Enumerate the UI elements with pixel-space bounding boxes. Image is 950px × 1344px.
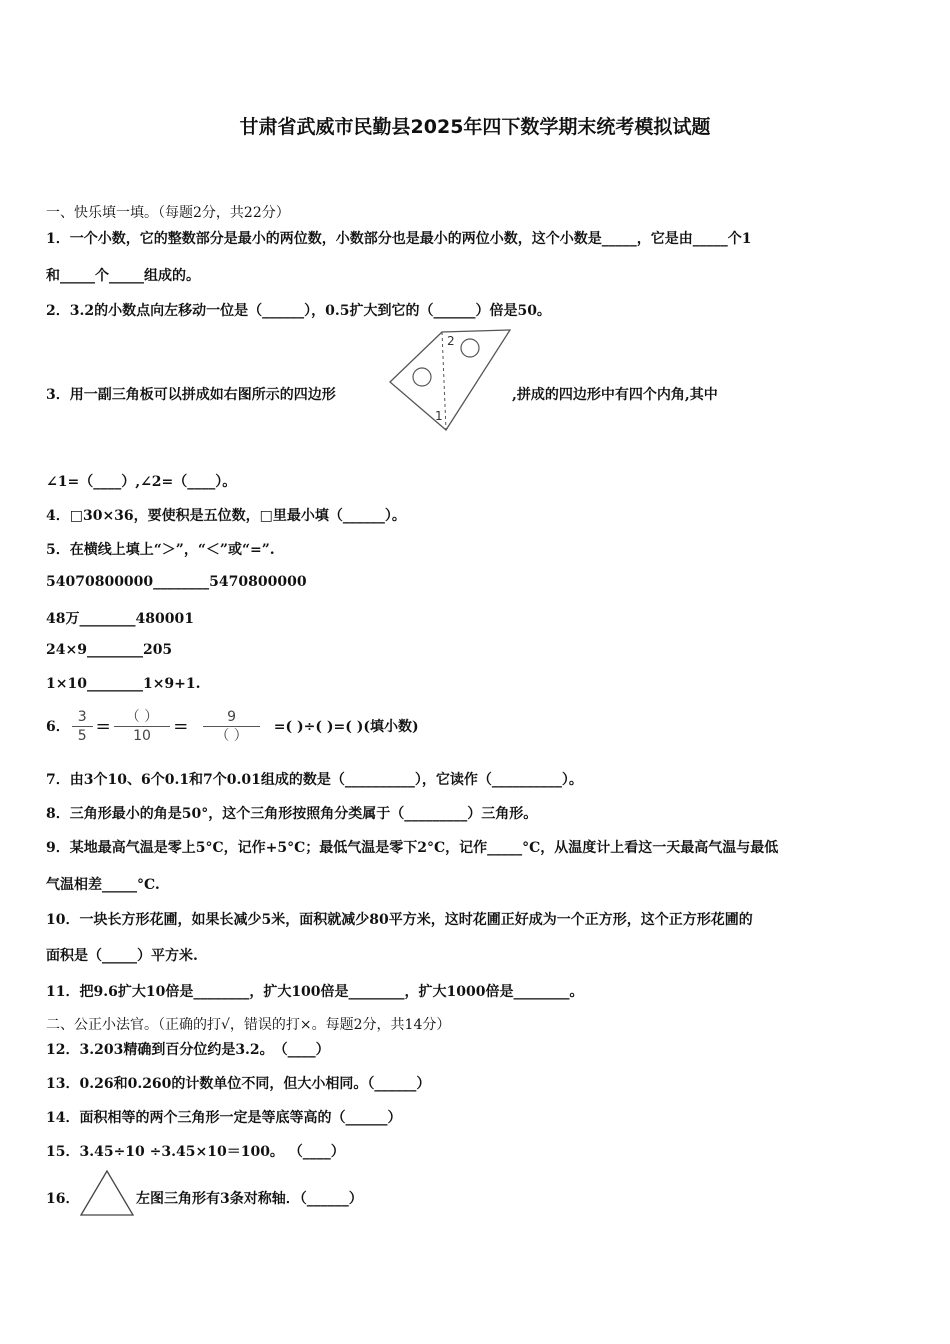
equals-sign: = [95, 715, 111, 737]
equals-sign: = [173, 715, 189, 737]
left-triangle-hole [413, 368, 431, 386]
question-5-item-3: 24×9________205 [46, 642, 173, 658]
triangle-figure [78, 1168, 136, 1218]
question-3-line-1-tail: ,拼成的四边形中有四个内角,其中 [512, 387, 718, 403]
question-12: 12．3.203精确到百分位约是3.2。 （____） [46, 1042, 330, 1058]
angle-2-label: 2 [447, 334, 455, 348]
fraction-3-5 [72, 708, 93, 745]
question-1-line-1: 1．一个小数，它的整数部分是最小的两位数，小数部分也是最小的两位小数，这个小数是_____，它是由_____个1 [46, 231, 752, 247]
question-2: 2．3.2的小数点向左移动一位是（______），0.5扩大到它的（______）倍是50。 [46, 303, 551, 319]
fraction-numerator: （ ） [114, 708, 170, 727]
question-16-text: 左图三角形有3条对称轴．（______） [136, 1191, 363, 1207]
quadrilateral-figure [386, 326, 514, 436]
question-7: 7．由3个10、6个0.1和7个0.01组成的数是（__________），它读作（__________）。 [46, 772, 583, 788]
question-13: 13．0.26和0.260的计数单位不同，但大小相同。（______） [46, 1076, 431, 1092]
question-3-line-1: 3．用一副三角板可以拼成如右图所示的四边形 [46, 387, 336, 403]
question-8: 8．三角形最小的角是50°，这个三角形按照角分类属于（_________）三角形。 [46, 806, 538, 822]
fraction-denominator: 5 [77, 727, 87, 744]
page-title: 甘肃省武威市民勤县2025年四下数学期末统考模拟试题 [239, 116, 711, 138]
question-11: 11．把9.6扩大10倍是________，扩大100倍是________，扩大1000倍是________。 [46, 984, 584, 1000]
question-6-number: 6． [46, 719, 70, 735]
fraction-denominator: 10 [133, 727, 151, 744]
question-9-line-1: 9．某地最高气温是零上5°C，记作+5°C；最低气温是零下2°C，记作_____°C，从温度计上看这一天最高气温与最低 [46, 840, 779, 856]
question-5-item-1: 54070800000________5470800000 [46, 574, 307, 590]
fraction-numerator: 9 [203, 708, 260, 727]
triangle-outline [81, 1171, 133, 1215]
question-15: 15．3.45÷10 ÷3.45×10＝100。 （____） [46, 1144, 345, 1160]
question-6 [46, 704, 419, 748]
fraction-denominator: （ ） [215, 727, 248, 744]
section-1-heading: 一、快乐填一填。（每题2分，共22分） [46, 205, 290, 221]
question-5: 5．在横线上填上“＞”，“＜”或“=”. [46, 542, 275, 558]
section-2-heading: 二、公正小法官。（正确的打√，错误的打×。每题2分，共14分） [46, 1017, 451, 1033]
question-3-line-2: ∠1=（____）,∠2=（____）。 [46, 474, 237, 490]
angle-1-label: 1 [435, 409, 443, 423]
fraction-blank-10 [114, 708, 170, 745]
question-10-line-2: 面积是（_____）平方米. [46, 948, 198, 964]
question-10-line-1: 10．一块长方形花圃，如果长减少5米，面积就减少80平方米，这时花圃正好成为一个正方形，这个正方形花圃的 [46, 912, 753, 928]
fraction-9-blank [191, 708, 271, 745]
question-1-line-2: 和_____个_____组成的。 [46, 268, 200, 284]
right-triangle-hole [461, 339, 479, 357]
question-14: 14．面积相等的两个三角形一定是等底等高的（______） [46, 1110, 402, 1126]
question-16-number: 16． [46, 1191, 80, 1207]
question-9-line-2: 气温相差_____°C. [46, 877, 160, 893]
question-6-tail: =( )÷( )=( )(填小数) [273, 719, 419, 735]
fraction-numerator: 3 [72, 708, 93, 727]
question-4: 4．□30×36，要使积是五位数，□里最小填（______）。 [46, 508, 406, 524]
question-5-item-2: 48万________480001 [46, 611, 194, 627]
question-5-item-4: 1×10________1×9+1. [46, 676, 201, 692]
